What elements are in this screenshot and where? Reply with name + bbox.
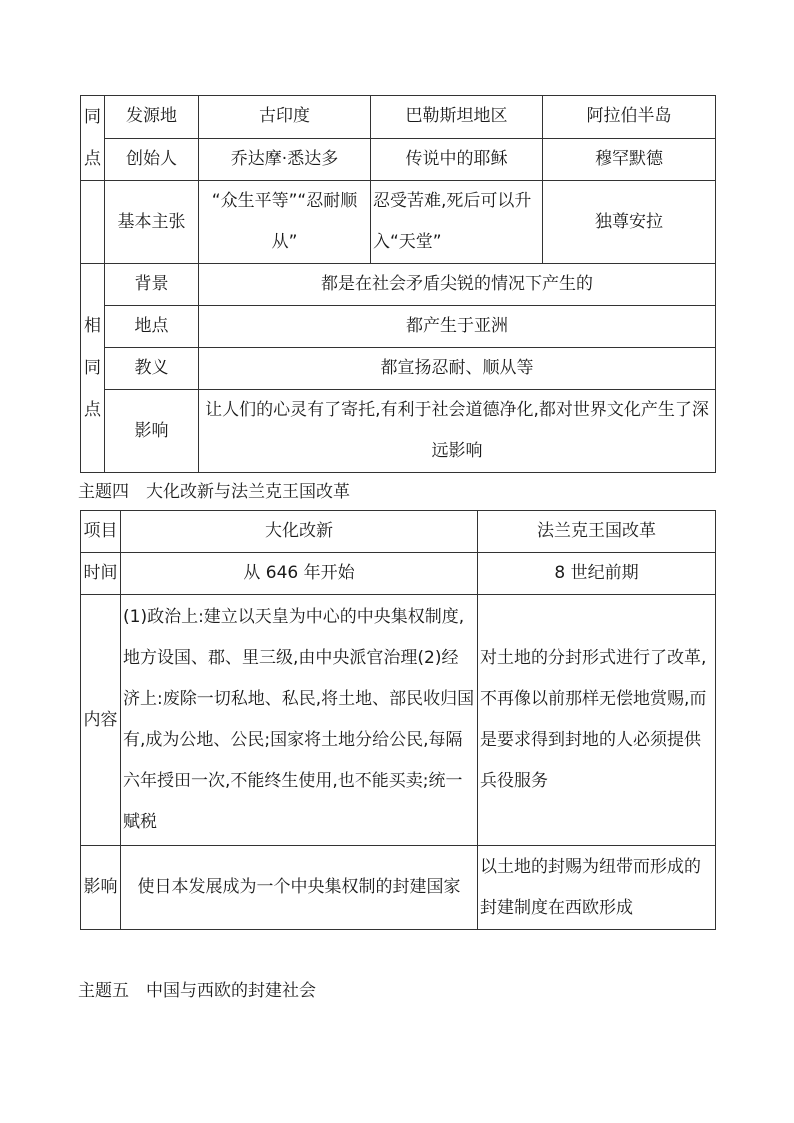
cell: 忍受苦难,死后可以升入“天堂” (371, 181, 543, 264)
cell: 都是在社会矛盾尖锐的情况下产生的 (199, 264, 716, 306)
row-label: 发源地 (105, 96, 199, 139)
row-label: 影响 (81, 846, 121, 930)
heading-topic-5: 主题五 中国与西欧的封建社会 (78, 981, 316, 1001)
row-label: 时间 (81, 553, 121, 595)
cell: 对土地的分封形式进行了改革,不再像以前那样无偿地赏赐,而是要求得到封地的人必须提供兵役服务 (478, 595, 716, 846)
row-label: 创始人 (105, 138, 199, 181)
row-label: 背景 (105, 264, 199, 306)
cell: 古印度 (199, 96, 371, 139)
header-cell: 大化改新 (121, 511, 478, 553)
row-label: 地点 (105, 306, 199, 348)
cell: 传说中的耶稣 (371, 138, 543, 181)
cell: 巴勒斯坦地区 (371, 96, 543, 139)
cell: 阿拉伯半岛 (543, 96, 716, 139)
group-diff-cont (81, 181, 105, 264)
row-label: 基本主张 (105, 181, 199, 264)
cell: “众生平等”“忍耐顺从” (199, 181, 371, 264)
header-cell: 法兰克王国改革 (478, 511, 716, 553)
cell: 都产生于亚洲 (199, 306, 716, 348)
cell: 乔达摩·悉达多 (199, 138, 371, 181)
cell: 以土地的封赐为纽带而形成的封建制度在西欧形成 (478, 846, 716, 930)
cell: 从 646 年开始 (121, 553, 478, 595)
cell: 让人们的心灵有了寄托,有利于社会道德净化,都对世界文化产生了深远影响 (199, 390, 716, 473)
cell: 使日本发展成为一个中央集权制的封建国家 (121, 846, 478, 930)
cell: 穆罕默德 (543, 138, 716, 181)
cell: (1)政治上:建立以天皇为中心的中央集权制度,地方设国、郡、里三级,由中央派官治理(2)经济上:废除一切私地、私民,将土地、部民收归国有,成为公地、公民;国家将土地分给公民,每隔六年授田一次,不能终生使用,也不能买卖;统一赋税 (121, 595, 478, 846)
cell: 独尊安拉 (543, 181, 716, 264)
row-label: 内容 (81, 595, 121, 846)
row-label: 教义 (105, 348, 199, 390)
cell: 都宣扬忍耐、顺从等 (199, 348, 716, 390)
religion-comparison-table (80, 95, 716, 473)
group-diff-label: 同 点 (81, 96, 105, 181)
row-label: 影响 (105, 390, 199, 473)
header-cell: 项目 (81, 511, 121, 553)
group-same-label: 相 同 点 (81, 264, 105, 473)
heading-topic-4: 主题四 大化改新与法兰克王国改革 (78, 482, 350, 502)
cell: 8 世纪前期 (478, 553, 716, 595)
reform-comparison-table (80, 510, 716, 930)
